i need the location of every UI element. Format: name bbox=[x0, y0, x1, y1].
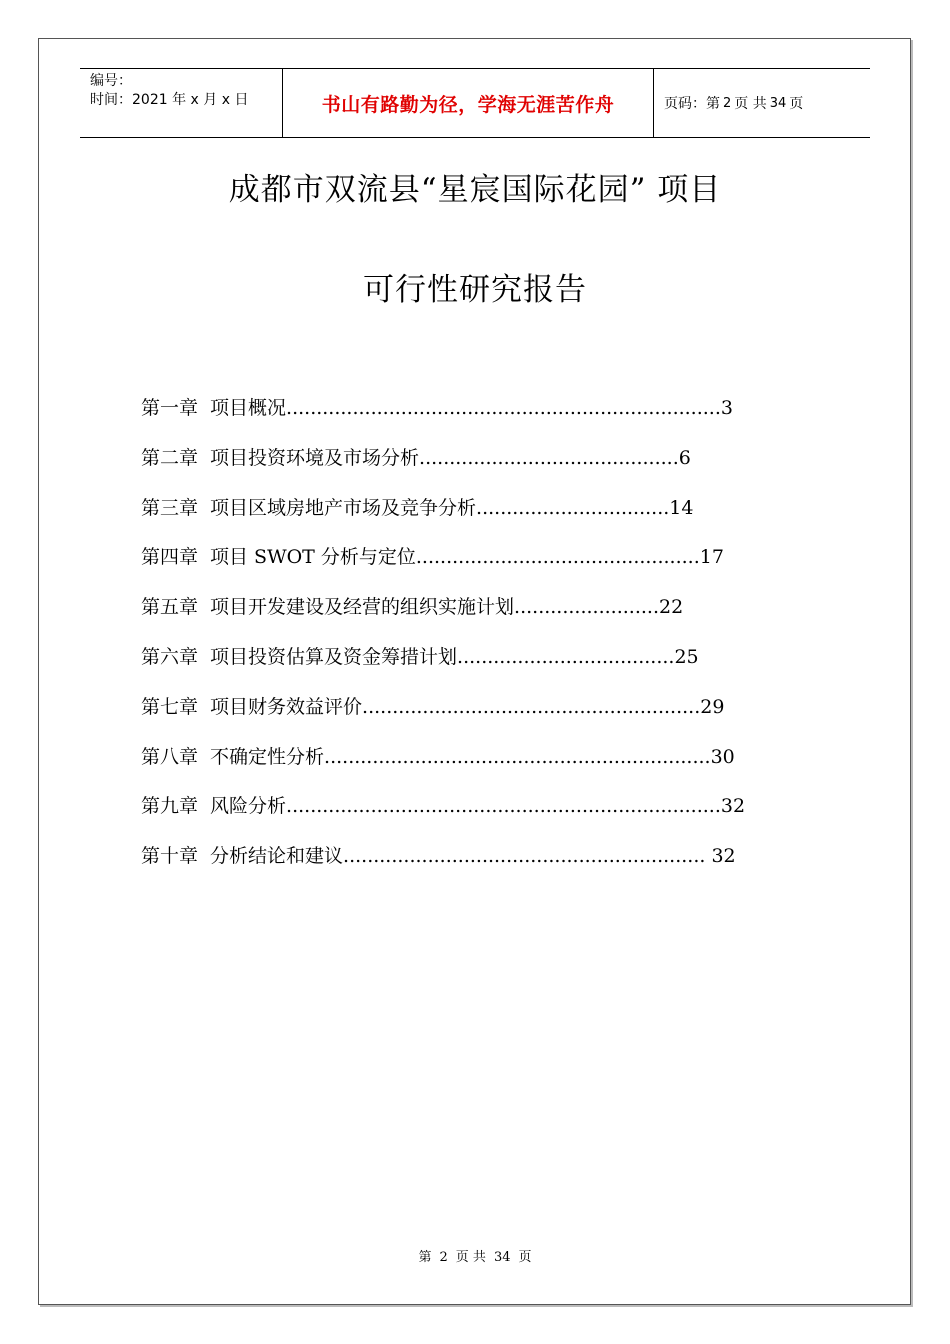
toc-item[interactable] bbox=[141, 842, 761, 892]
toc-page: 29 bbox=[700, 695, 725, 718]
toc-item[interactable] bbox=[141, 643, 761, 693]
toc-chapter: 第六章 bbox=[141, 645, 199, 668]
toc-name: 项目概况 bbox=[210, 397, 287, 419]
toc-item[interactable] bbox=[141, 543, 761, 593]
page-number: 2 bbox=[723, 95, 732, 111]
toc-page: 6 bbox=[678, 446, 691, 469]
toc-page: 32 bbox=[705, 845, 736, 868]
footer-suffix: 页 bbox=[518, 1250, 532, 1265]
toc-name: 分析结论和建议 bbox=[210, 845, 344, 868]
document-title: 成都市双流县“星宸国际花园” 项目 bbox=[228, 172, 722, 208]
toc-leader: ........................................................ bbox=[362, 695, 701, 718]
toc-name: 不确定性分析 bbox=[210, 745, 325, 768]
toc-chapter: 第三章 bbox=[141, 496, 199, 519]
toc-item[interactable] bbox=[141, 444, 761, 494]
toc-leader: ........................................................................ bbox=[286, 795, 721, 818]
toc-name: 项目开发建设及经营的组织实施计划 bbox=[210, 596, 515, 619]
table-of-contents bbox=[141, 394, 761, 892]
toc-leader: ............................................................ bbox=[343, 845, 706, 868]
toc-item[interactable] bbox=[141, 593, 761, 643]
toc-name: 风险分析 bbox=[210, 795, 287, 818]
toc-leader: ........................ bbox=[514, 596, 659, 619]
footer-prefix: 第 bbox=[418, 1250, 432, 1265]
toc-chapter: 第四章 bbox=[141, 546, 199, 569]
toc-name: 项目财务效益评价 bbox=[210, 695, 363, 718]
toc-name: 项目投资环境及市场分析 bbox=[210, 446, 420, 469]
toc-page: 30 bbox=[710, 745, 735, 768]
toc-leader: ................................................................ bbox=[324, 745, 711, 768]
toc-leader: ........................................................................ bbox=[286, 397, 721, 419]
toc-item[interactable] bbox=[141, 394, 761, 444]
toc-leader: ........................................... bbox=[419, 446, 679, 469]
page-mid: 页 共 bbox=[734, 96, 767, 112]
toc-item[interactable] bbox=[141, 693, 761, 743]
header-page-info bbox=[654, 69, 870, 137]
toc-leader: ................................ bbox=[476, 496, 670, 519]
document-subtitle: 可行性研究报告 bbox=[363, 272, 587, 308]
page-footer bbox=[0, 1246, 950, 1265]
footer-page-total: 34 bbox=[493, 1250, 511, 1265]
toc-chapter: 第八章 bbox=[141, 745, 199, 768]
toc-chapter: 第七章 bbox=[141, 695, 199, 718]
toc-chapter: 第九章 bbox=[141, 795, 199, 818]
header-motto: 书山有路勤为径，学海无涯苦作舟 bbox=[282, 69, 654, 137]
toc-chapter: 第十章 bbox=[141, 845, 199, 868]
toc-page: 32 bbox=[720, 795, 746, 818]
toc-page: 17 bbox=[699, 546, 724, 569]
page-prefix: 页码：第 bbox=[664, 96, 720, 112]
toc-chapter: 第二章 bbox=[141, 446, 199, 469]
toc-page: 22 bbox=[658, 596, 684, 619]
footer-page-number: 2 bbox=[439, 1250, 448, 1265]
code-label: 编号： bbox=[90, 73, 132, 89]
toc-page: 14 bbox=[669, 496, 694, 519]
toc-name: 项目投资估算及资金筹措计划 bbox=[210, 645, 458, 668]
toc-chapter: 第五章 bbox=[141, 596, 199, 619]
page-suffix: 页 bbox=[789, 96, 804, 112]
toc-leader: ............................................... bbox=[415, 546, 700, 569]
page-header bbox=[80, 68, 870, 138]
toc-name: 项目 SWOT 分析与定位 bbox=[210, 546, 416, 569]
toc-item[interactable] bbox=[141, 743, 761, 793]
footer-mid: 页 共 bbox=[455, 1250, 486, 1265]
header-meta bbox=[80, 69, 282, 137]
toc-item[interactable] bbox=[141, 494, 761, 544]
toc-page: 25 bbox=[674, 645, 699, 668]
toc-leader: .................................... bbox=[457, 645, 675, 668]
page-total: 34 bbox=[769, 95, 787, 111]
time-label: 时间：2021 年 x 月 x 日 bbox=[90, 92, 249, 108]
toc-page: 3 bbox=[720, 397, 733, 419]
toc-name: 项目区域房地产市场及竞争分析 bbox=[210, 496, 477, 519]
toc-item[interactable] bbox=[141, 792, 761, 842]
toc-chapter: 第一章 bbox=[141, 397, 199, 419]
